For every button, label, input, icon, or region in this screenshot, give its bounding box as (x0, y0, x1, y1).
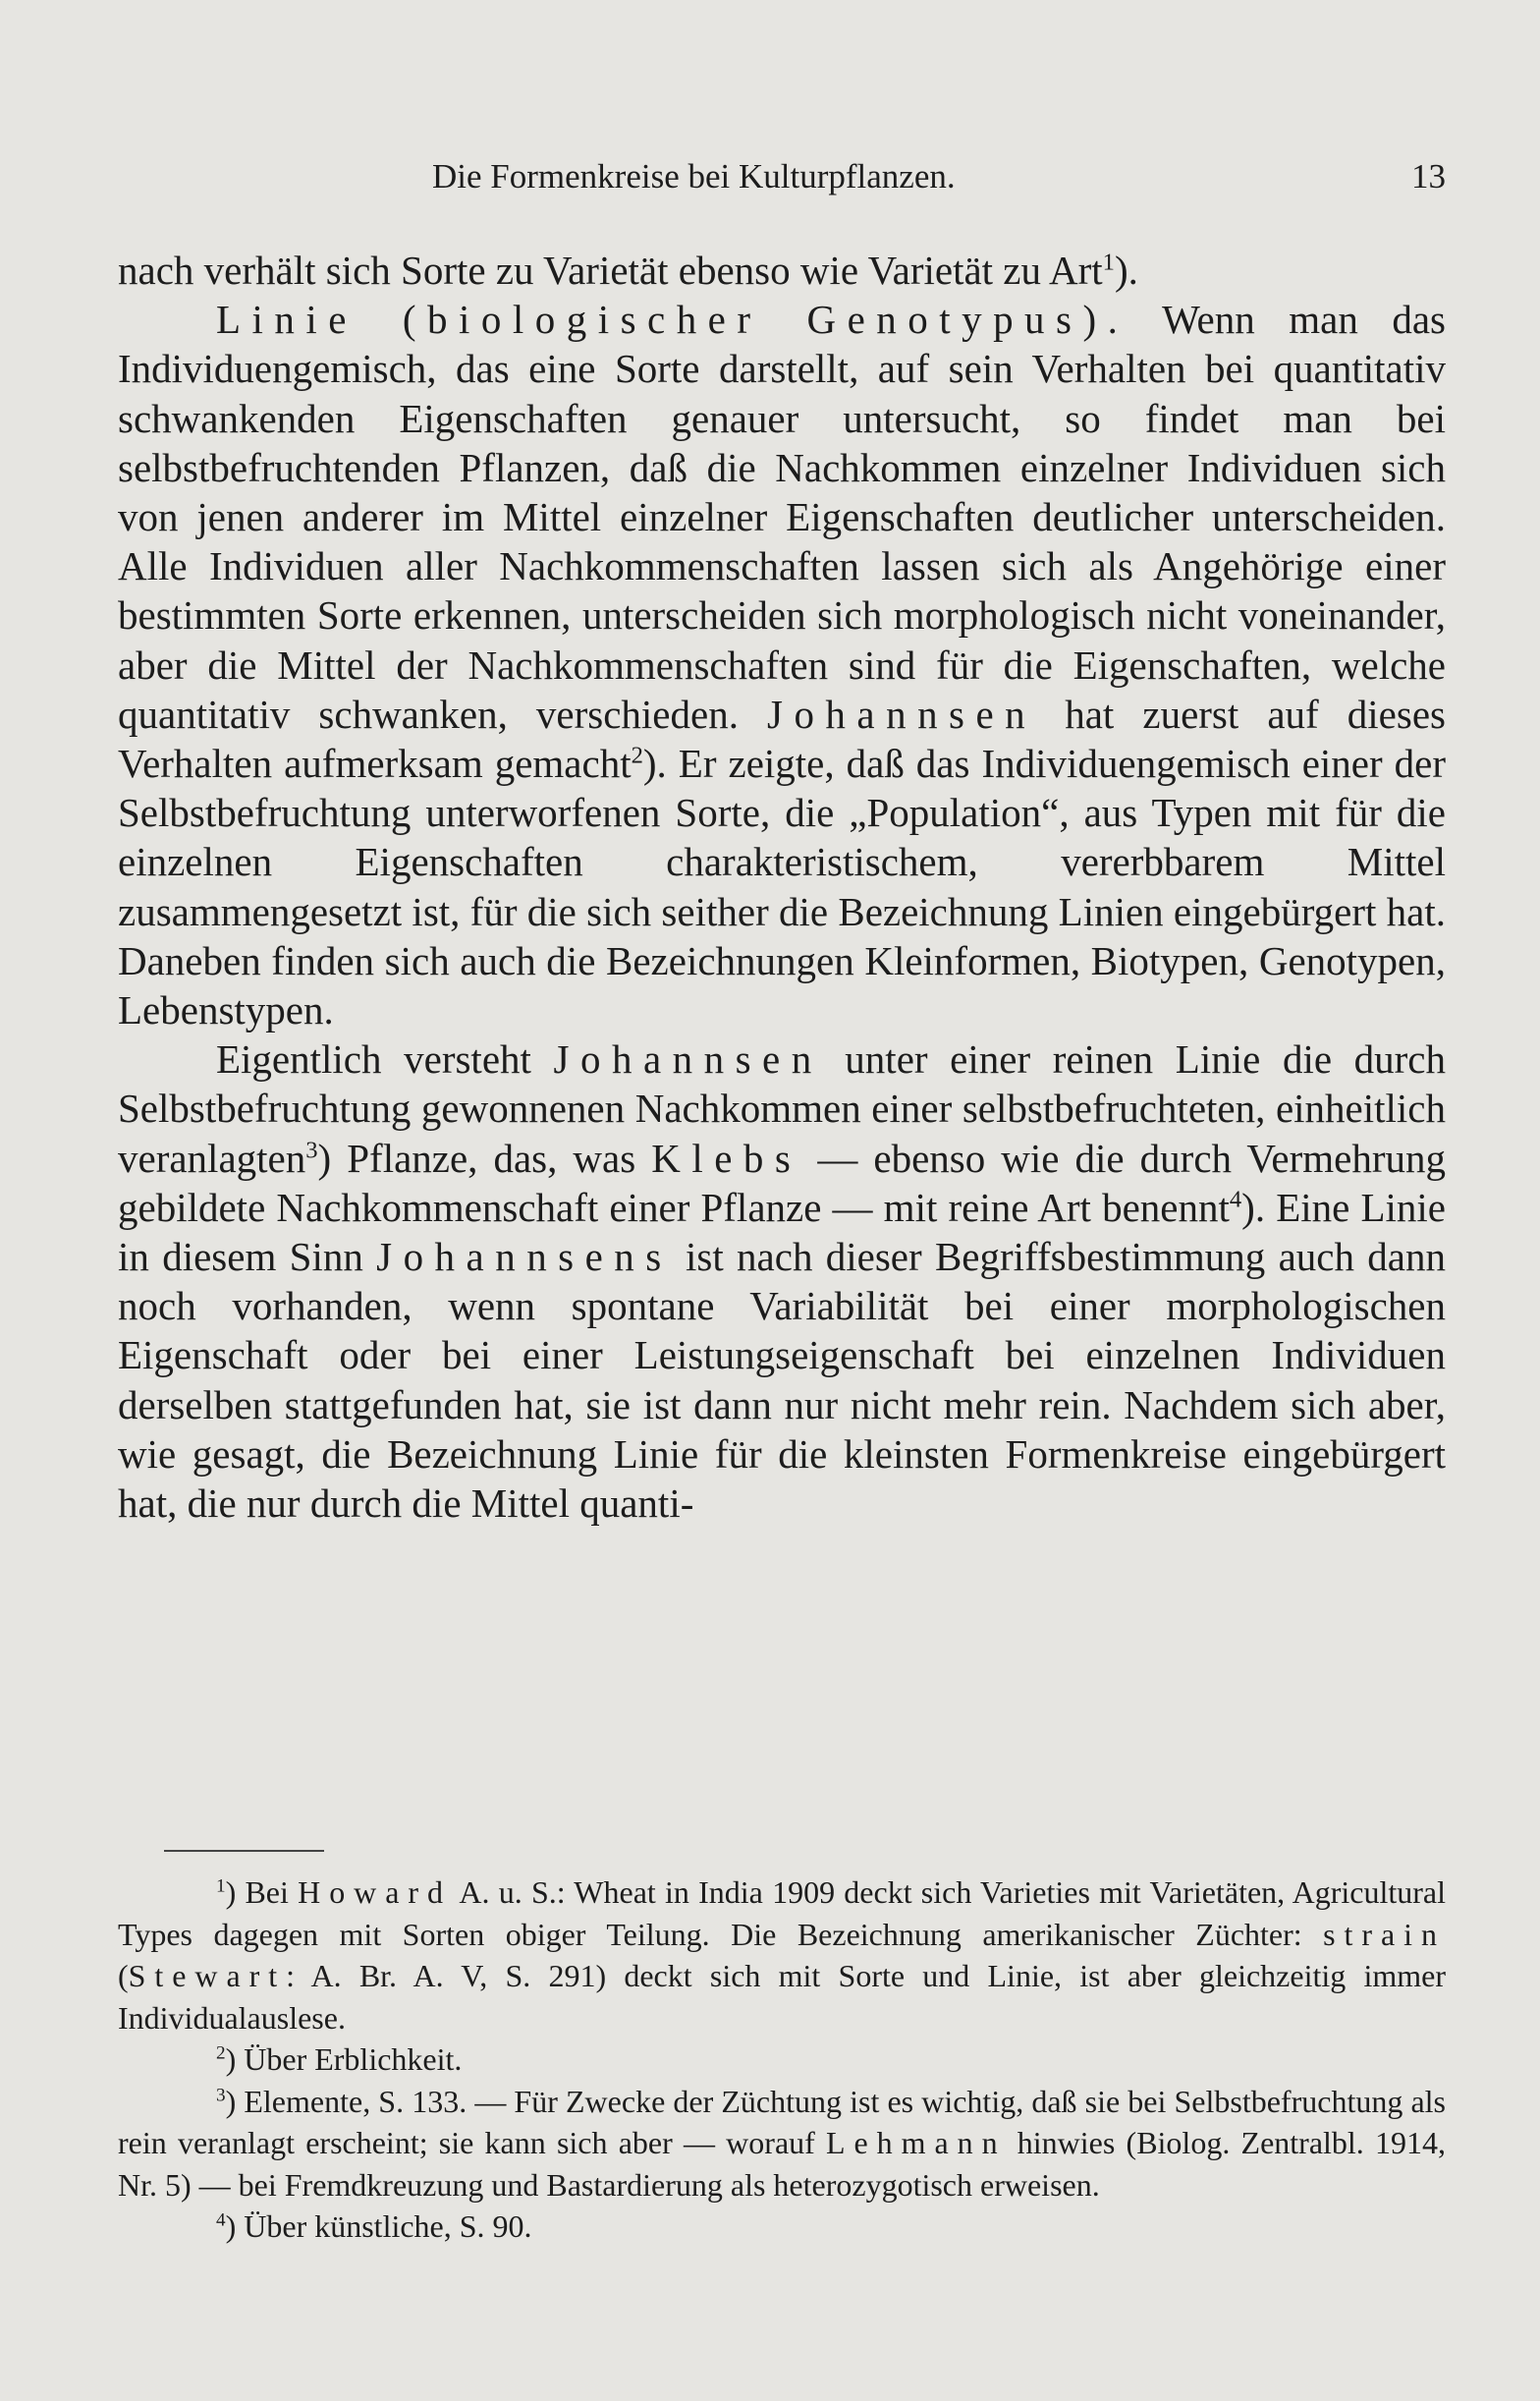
footnote (118, 2206, 1446, 2248)
footnote-ref: 3 (305, 1136, 318, 1163)
section-term: Linie (biologischer Genotypus). (216, 297, 1129, 343)
running-title: Die Formenkreise bei Kulturpflanzen. (432, 157, 956, 195)
text-run: Eigentlich versteht (216, 1036, 554, 1083)
author-name: Johannsen (767, 691, 1037, 737)
text-run: ) Pflanze, das, was (317, 1135, 652, 1181)
footnote-divider (164, 1850, 324, 1852)
text-run: ) Elemente, S. 133. — Für Zwecke der Züchtung ist es wichtig, daß sie bei Selbstbefruchtung als rein veranlagt erscheint; sie kann sich aber — worauf (118, 2083, 1446, 2160)
author-name: Stewart (128, 1958, 287, 1993)
footnote-mark: 3 (216, 2084, 226, 2105)
paragraph (118, 295, 1446, 1034)
text-run: ) Bei (225, 1874, 299, 1910)
emphasized-term: strain (1323, 1916, 1446, 1952)
text-run: ist nach dieser Begriffsbestimmung auch dann noch vorhanden, wenn spontane Variabilität bei einer morphologischen Eigenschaft oder bei einer Leistungseigenschaft bei einzelnen Individuen derselben stattgefunden hat, sie ist dann nur nicht mehr rein. Nachdem sich aber, wie gesagt, die Bezeichnung Linie für die kleinsten Formenkreise eingebürgert hat, die nur durch die Mittel quanti- (118, 1234, 1446, 1527)
footnote (118, 2038, 1446, 2081)
text-run: hat zuerst auf dieses Verhalten aufmerksam gemacht (118, 691, 1446, 787)
paragraph (118, 246, 1446, 295)
text-run: ). Eine Linie in diesem Sinn (118, 1184, 1446, 1280)
footnote (118, 2081, 1446, 2206)
text-run: ). Er zeigte, daß das Individuengemisch einer der Selbstbefruchtung unterworfenen Sorte, die „Population“, aus Typen mit für die einzelnen Eigenschaften charakteristischem, vererbbarem Mittel zusammengesetzt ist, für die sich seither die Bezeichnung Linien eingebürgert hat. Daneben finden sich auch die Bezeichnungen Kleinformen, Biotypen, Genotypen, Lebenstypen. (118, 741, 1447, 1033)
text-run: — ebenso wie die durch Vermehrung gebildete Nachkommenschaft einer Pflanze — mit reine Art benennt (118, 1135, 1446, 1230)
text-run: A. u. S.: Wheat in India 1909 deckt sich Varieties mit Varietäten, Agricultural Types dagegen mit Sorten obiger Teilung. Die Bezeichnung amerikanischer Züchter: (118, 1874, 1447, 1952)
author-name: Lehmann (826, 2125, 1007, 2160)
footnote-ref: 4 (1229, 1186, 1242, 1213)
footnote-mark: 2 (216, 2042, 226, 2064)
author-name: Johannsen (553, 1036, 823, 1083)
footnote-mark: 1 (216, 1875, 226, 1897)
footnotes (118, 1871, 1446, 2248)
author-name: Klebs (651, 1135, 802, 1181)
author-name: Johannsens (376, 1234, 673, 1280)
text-run: Wenn man das Individuengemisch, das eine Sorte darstellt, auf sein Verhalten bei quantitativ schwankenden Eigenschaften genauer untersucht, so findet man bei selbstbefruchtenden Pflanzen, daß die Nachkommen einzelner Individuen sich von jenen anderer im Mittel einzelner Eigenschaften deutlicher unterscheiden. Alle Individuen aller Nachkommenschaften lassen sich als Angehörige einer bestimmten Sorte erkennen, unterscheiden sich morphologisch nicht voneinander, aber die Mittel der Nachkommenschaften sind für die Eigenschaften, welche quantitativ schwanken, verschieden. (118, 297, 1446, 737)
text-run: hinwies (Biolog. Zentralbl. 1914, Nr. 5) — bei Fremdkreuzung und Bastardierung als heterozygotisch erweisen. (118, 2125, 1446, 2203)
author-name: Howard (298, 1874, 452, 1910)
text-run: unter einer reinen Linie die durch Selbstbefruchtung gewonnenen Nachkommen einer selbstbefruchteten, einheitlich veranlagten (118, 1036, 1447, 1181)
page-header (118, 157, 1446, 204)
main-text (118, 246, 1446, 1528)
page-number: 13 (1411, 157, 1446, 195)
text-run: ) Über künstliche, S. 90. (225, 2208, 532, 2244)
paragraph (118, 1034, 1446, 1528)
text-run: ) Über Erblichkeit. (225, 2041, 463, 2077)
footnote (118, 1871, 1446, 2038)
text-run: ). (1114, 248, 1138, 293)
footnote-ref: 1 (1102, 249, 1115, 276)
footnote-mark: 4 (216, 2209, 226, 2231)
text-run: : A. Br. A. V, S. 291) deckt sich mit Sorte und Linie, ist aber gleichzeitig immer Individualauslese. (118, 1958, 1446, 2036)
footnote-ref: 2 (631, 742, 643, 769)
text-run: ( (118, 1958, 129, 1993)
text-run: nach verhält sich Sorte zu Varietät ebenso wie Varietät zu Art (118, 248, 1103, 293)
